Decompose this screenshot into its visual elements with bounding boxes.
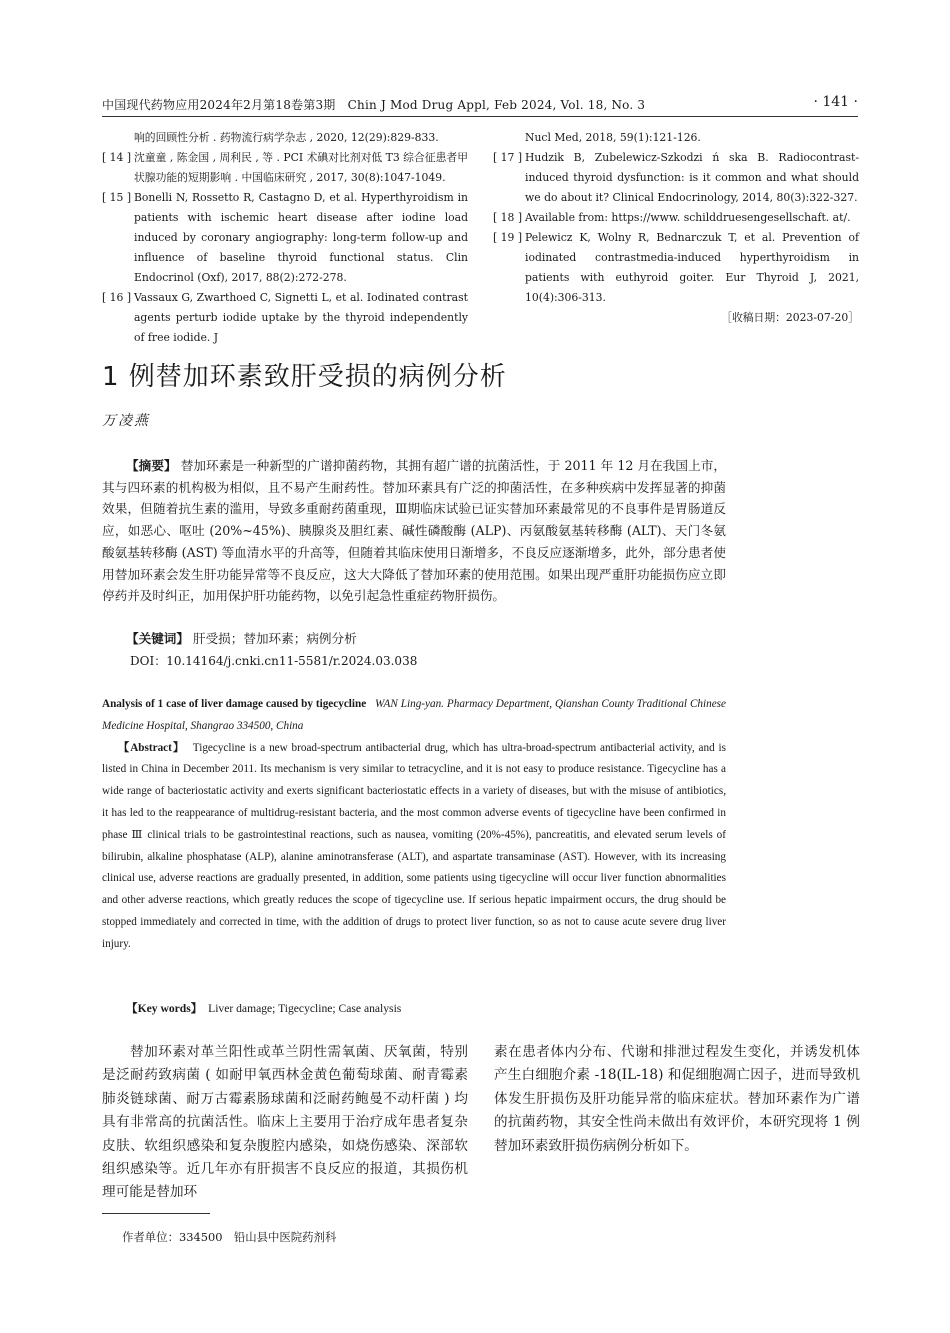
body-column-left [102, 1041, 468, 1205]
abstract-chinese [102, 455, 726, 607]
abstract-english [102, 694, 726, 956]
reference-item: Nucl Med, 2018, 59(1):121-126. [525, 131, 701, 144]
references-right [493, 128, 859, 328]
body-paragraph: 替加环素对革兰阳性或革兰阴性需氧菌、厌氧菌，特别是泛耐药致病菌 ( 如耐甲氧西林金黄色葡萄球菌、耐青霉素肺炎链球菌、耐万古霉素肠球菌和泛耐药鲍曼不动杆菌 ) 均具有非常高的抗菌活性。临床上主要用于治疗成年患者复杂皮肤、软组织感染和复杂腹腔内感染，如烧伤感染、深部软组织感染等。近几年亦有肝损害不良反应的报道，其损伤机理可能是替加环 [102, 1044, 468, 1201]
doi: DOI：10.14164/j.cnki.cn11-5581/r.2024.03.038 [130, 654, 418, 668]
running-header: 中国现代药物应用2024年2月第18卷第3期 Chin J Mod Drug Appl, Feb 2024, Vol. 18, No. 3 [102, 98, 646, 112]
header-rule [102, 116, 858, 117]
article-title: 1 例替加环素致肝受损的病例分析 [102, 362, 507, 392]
reference-item: [ 14 ] 沈童童 , 陈金国 , 周利民 , 等 . PCI 术碘对比剂对低 T3 综合征患者甲状腺功能的短期影响 . 中国临床研究 , 2017, 30(8):1047-1049. [102, 151, 468, 184]
abstract-label: 【摘要】 [126, 458, 177, 473]
footnote-rule [102, 1213, 210, 1214]
reference-item: [ 17 ] Hudzik B, Zubelewicz-Szkodzi ń ska B. Radiocontrast-induced thyroid dysfunction: is it common and what should we do about it? Clinical Endocrinology, 2014, 80(3):322-327. [493, 151, 859, 204]
body-paragraph: 素在患者体内分布、代谢和排泄过程发生变化，并诱发机体产生白细胞介素 -18(IL-18) 和促细胞凋亡因子，进而导致机体发生肝损伤及肝功能异常的临床症状。替加环素作为广谱的抗菌药物，其安全性尚未做出有效评价，本研究现将 1 例替加环素致肝损伤病例分析如下。 [494, 1044, 860, 1154]
references-left [102, 128, 468, 348]
english-affiliation: WAN Ling-yan. Pharmacy Department, Qianshan County Traditional Chinese Medicine Hospital, Shangrao 334500, China [102, 698, 726, 732]
reference-item: [ 15 ] Bonelli N, Rossetto R, Castagno D, et al. Hyperthyroidism in patients with ischemic heart disease after iodine load induced by coronary angiography: long-term follow-up and influence of baseline thyroid functional status. Clin Endocrinol (Oxf), 2017, 88(2):272-278. [102, 191, 468, 284]
keywords-chinese [126, 628, 357, 647]
english-title: Analysis of 1 case of liver damage caused by tigecycline [102, 698, 367, 710]
keywords-text: 肝受损；替加环素；病例分析 [192, 631, 357, 646]
abstract-text: 替加环素是一种新型的广谱抑菌药物，其拥有超广谱的抗菌活性，于 2011 年 12 月在我国上市，其与四环素的机构极为相似，且不易产生耐药性。替加环素具有广泛的抑菌活性，在多种疾病中发挥显著的抑菌效果，但随着抗生素的滥用，导致多重耐药菌重现，Ⅲ期临床试验已证实替加环素最常见的不良事件是胃肠道反应，如恶心、呕吐 (20%~45%)、胰腺炎及胆红素、碱性磷酸酶 (ALP)、丙氨酸氨基转移酶 (ALT)、天门冬氨酸氨基转移酶 (AST) 等血清水平的升高等，但随着其临床使用日渐增多，不良反应逐渐增多，此外，部分患者使用替加环素会发生肝功能异常等不良反应，这大大降低了替加环素的使用范围。如果出现严重肝功能损伤应立即停药并及时纠正，加用保护肝功能药物，以免引起急性重症药物肝损伤。 [102, 458, 727, 604]
abstract-label-en: 【Abstract】 [118, 741, 186, 754]
reference-item: [ 16 ] Vassaux G, Zwarthoed C, Signetti L, et al. Iodinated contrast agents perturb iodide uptake by the thyroid independently of free iodide. J [102, 291, 468, 344]
article-author: 万凌燕 [102, 413, 150, 429]
body-column-right [494, 1041, 860, 1158]
keywords-label-en: 【Key words】 [126, 1002, 203, 1015]
reference-item: [ 19 ] Pelewicz K, Wolny R, Bednarczuk T, et al. Prevention of iodinated contrastmedia-induced hyperthyroidism in patients with euthyroid goiter. Eur Thyroid J, 2021, 10(4):306-313. [493, 231, 859, 304]
reference-item: [ 18 ] Available from: https://www. schilddruesengesellschaft. at/. [493, 211, 851, 224]
reference-item: 响的回顾性分析 . 药物流行病学杂志 , 2020, 12(29):829-833. [134, 131, 439, 144]
received-date: ［收稿日期：2023-07-20］ [721, 311, 859, 324]
page-number: · 141 · [813, 94, 858, 110]
keywords-english [126, 1000, 401, 1016]
keywords-label: 【关键词】 [126, 631, 189, 646]
footnote-affiliation: 作者单位：334500 铅山县中医院药剂科 [122, 1230, 337, 1244]
abstract-text-en: Tigecycline is a new broad-spectrum antibacterial drug, which has ultra-broad-spectrum antibacterial activity, and is listed in China in December 2011. Its mechanism is very similar to tetracycline, and it is not easy to produce resistance. Tigecycline has a wide range of bacteriostatic activity and exerts significant bacteriostatic effects in a variety of diseases, but with the misuse of antibiotics, it has led to the reappearance of multidrug-resistant bacteria, and the most common adverse events of tigecycline have been confirmed in phase Ⅲ clinical trials to be gastrointestinal reactions, such as nausea, vomiting (20%-45%), pancreatitis, and elevated serum levels of bilirubin, alkaline phosphatase (ALP), alanine aminotransferase (ALT), and aspartate transaminase (AST). However, with its increasing clinical use, adverse reactions are gradually presented, in addition, some patients using tigecycline will occur liver function abnormalities and other adverse reactions, which greatly reduces the scope of tigecycline use. If serious hepatic impairment occurs, the drug should be stopped immediately and corrected in time, with the addition of drugs to protect liver function, so as not to cause acute severe drug liver injury. [102, 741, 726, 950]
keywords-text-en: Liver damage; Tigecycline; Case analysis [208, 1002, 402, 1015]
